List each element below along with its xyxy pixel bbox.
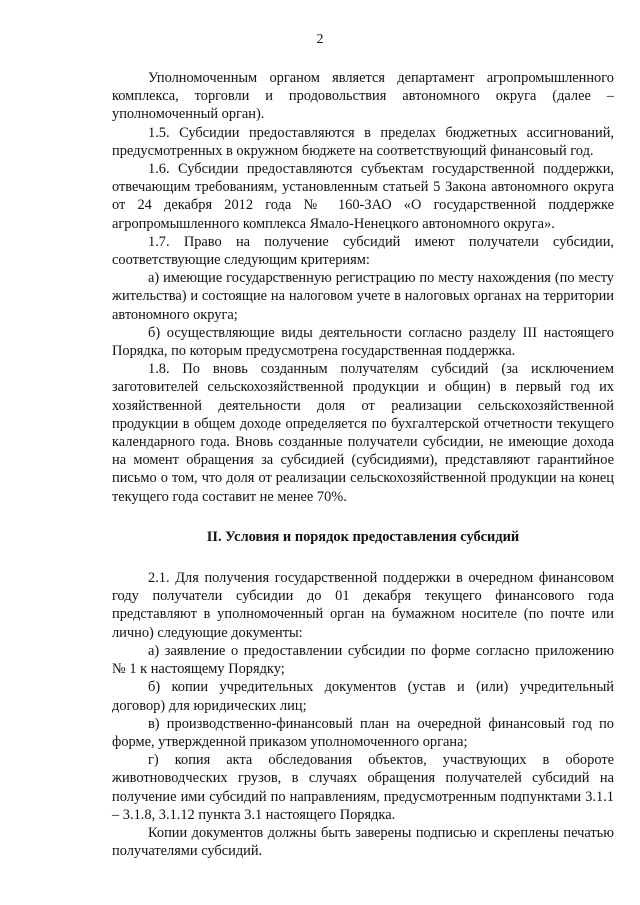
paragraph-2-1: 2.1. Для получения государственной поддержки в очередном финансовом году получатели субсидии до 01 декабря текущего финансового года представляют в уполномоченный орган на бумажном носителе (по почте или лично) следующие документы: <box>112 570 614 641</box>
document-body <box>112 69 614 860</box>
paragraph-1-5: 1.5. Субсидии предоставляются в пределах бюджетных ассигнований, предусмотренных в окружном бюджете на соответствующий финансовый год. <box>112 124 614 159</box>
paragraph-2-1-c: в) производственно-финансовый план на очередной финансовый год по форме, утвержденной приказом уполномоченного органа; <box>112 715 614 750</box>
paragraph-1-7: 1.7. Право на получение субсидий имеют получатели субсидии, соответствующие следующим критериям: <box>112 233 614 269</box>
paragraph-2-1-b: б) копии учредительных документов (устав и (или) учредительный договор) для юридических лиц; <box>112 679 614 714</box>
page-number: 2 <box>316 32 324 47</box>
paragraph-2-1-a: а) заявление о предоставлении субсидии по форме согласно приложению № 1 к настоящему Порядку; <box>112 642 614 678</box>
paragraph-2-1-d: г) копия акта обследования объектов, участвующих в обороте животноводческих грузов, в случаях обращения получателей субсидий на получение ими субсидий по направлениям, предусмотренным подпунктами 3.1.1 – 3.1.8, 3.1.12 пункта 3.1 настоящего Порядка. <box>112 752 614 823</box>
paragraph-1-6: 1.6. Субсидии предоставляются субъектам государственной поддержки, отвечающим требованиям, установленным статьей 5 Закона автономного округа от 24 декабря 2012 года № 160-ЗАО «О государственной поддержке агропромышленного комплекса Ямало-Ненецкого автономного округа». <box>112 161 614 232</box>
paragraph-copies-note: Копии документов должны быть заверены подписью и скреплены печатью получателями субсидий. <box>112 824 614 860</box>
paragraph-1-7-b: б) осуществляющие виды деятельности согласно разделу III настоящего Порядка, по которым предусмотрена государственная поддержка. <box>112 324 614 360</box>
section-title: II. Условия и порядок предоставления субсидий <box>206 528 520 545</box>
paragraph-authorized-body: Уполномоченным органом является департамент агропромышленного комплекса, торговли и продовольствия автономного округа (далее – уполномоченный орган). <box>112 70 614 123</box>
paragraph-1-7-a: а) имеющие государственную регистрацию по месту нахождения (по месту жительства) и состоящие на налоговом учете в налоговых органах на территории автономного округа; <box>112 270 614 323</box>
paragraph-1-8: 1.8. По вновь созданным получателям субсидий (за исключением заготовителей сельскохозяйственной продукции и общин) в первый год их хозяйственной деятельности доля от реализации сельскохозяйственной продукции в общем доходе определяется по бухгалтерской отчетности текущего календарного года. Вновь созданные получатели субсидии, не имеющие дохода на момент обращения за субсидией (субсидиями), представляют гарантийное письмо о том, что доля от реализации сельскохозяйственной продукции на конец текущего года составит не менее 70%. <box>112 361 614 505</box>
